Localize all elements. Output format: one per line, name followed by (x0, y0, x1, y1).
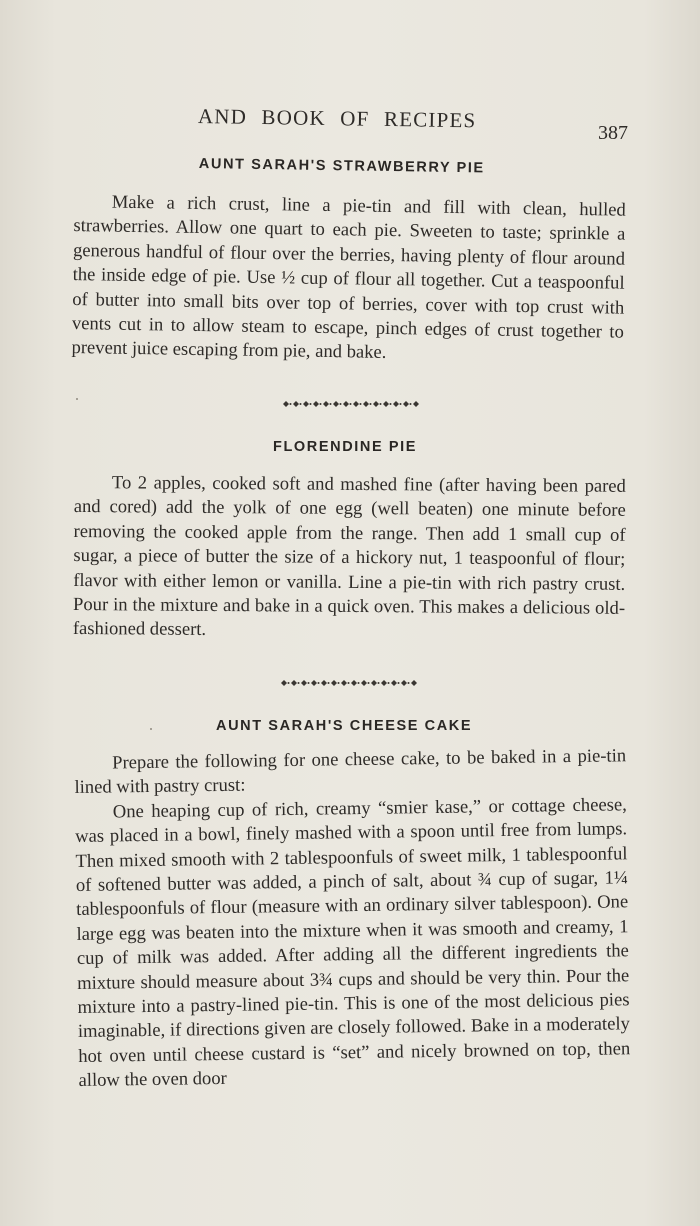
recipe-paragraph: To 2 apples, cooked soft and mashed fine (after having been pared and cored) add the yolk of one egg (well beaten) one minute before removing the cooked apple from the range. Then add 1 small cup of sugar, a piece of butter the size of a hickory nut, 1 teaspoonful of flour; flavor with either lemon or vanilla. Line a pie-tin with rich pastry crust. Pour in the mixture and bake in a quick oven. This makes a delicious old-fashioned dessert. (72, 472, 626, 641)
recipe-body-strawberry-pie (71, 190, 626, 369)
paper-speck (150, 728, 152, 730)
ornamental-divider (278, 677, 422, 689)
diamond-ornament-icon (280, 398, 424, 410)
recipe-title-strawberry-pie: AUNT SARAH'S STRAWBERRY PIE (198, 156, 485, 177)
recipe-paragraph: Prepare the following for one cheese cake, to be baked in a pie-tin lined with pastry crust: (74, 745, 627, 799)
paper-speck (76, 398, 78, 400)
page-number: 387 (598, 122, 628, 144)
recipe-title-florendine-pie: FLORENDINE PIE (273, 439, 418, 455)
running-head: AND BOOK OF RECIPES (197, 104, 477, 133)
recipe-title-cheese-cake: AUNT SARAH'S CHEESE CAKE (216, 718, 473, 734)
recipe-paragraph: One heaping cup of rich, creamy “smier kase,” or cottage cheese, was placed in a bowl, finely mashed with a spoon until free from lumps. Then mixed smooth with 2 tablespoonfuls of sweet milk, 1 tablespoonful of softened butter was added, a pinch of salt, about ¾ cup of sugar, 1¼ tablespoonfuls of flour (measure with an ordinary silver tablespoon). One large egg was beaten into the mixture when it was smooth and creamy, 1 cup of milk was added. After adding all the different ingredients the mixture should measure about 3¾ cups and should be very thin. Pour the mixture into a pastry-lined pie-tin. This is one of the most delicious pies imaginable, if directions given are closely followed. Bake in a moderately hot oven until cheese custard is “set” and nicely browned on top, then allow the oven door (75, 794, 631, 1092)
recipe-body-florendine-pie (73, 471, 626, 646)
diamond-ornament-icon (278, 677, 422, 689)
recipe-body-cheese-cake (74, 744, 631, 1093)
recipe-paragraph: Make a rich crust, line a pie-tin and fill with clean, hulled strawberries. Allow one quart to each pie. Sweeten to taste; sprinkle a generous handful of flour over the berries, having plenty of flour around the inside edge of pie. Use ½ cup of flour all together. Cut a teaspoonful of butter into small bits over top of berries, cover with top crust with vents cut in to allow steam to escape, pinch edges of crust together to prevent juice escaping from pie, and bake. (71, 191, 626, 364)
ornamental-divider (280, 398, 424, 410)
